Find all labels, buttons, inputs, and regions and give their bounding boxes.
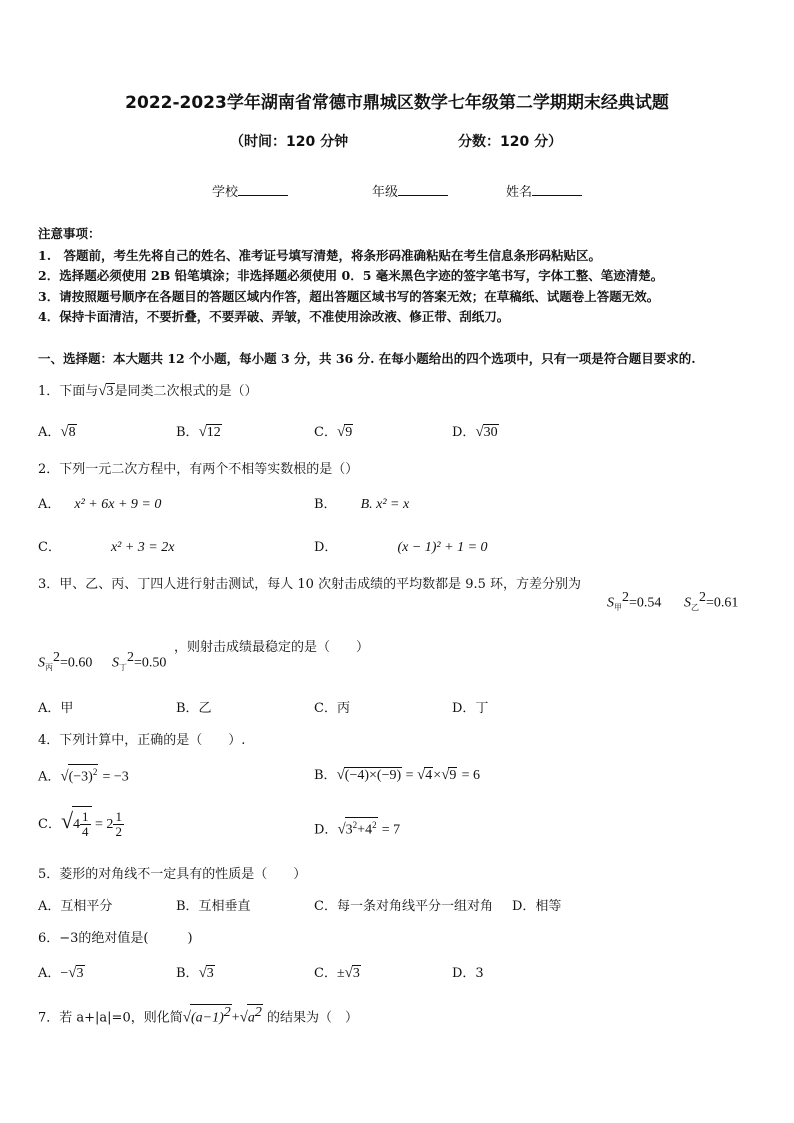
q2-a-expr: x² + 6x + 9 = 0 bbox=[74, 497, 162, 512]
notice-item-2: 2．选择题必须使用 2B 铅笔填涂；非选择题必须使用 0．5 毫米黑色字迹的签字笔书写，字体工整、笔迹清楚。 bbox=[38, 268, 664, 283]
q1-d-radicand: 30 bbox=[483, 425, 498, 440]
q6-option-d: D．3 bbox=[452, 966, 484, 981]
question-4: 4．下列计算中，正确的是（ ）. bbox=[38, 733, 246, 748]
q4-option-b: B．√(−4)×(−9) = √4×√9 = 6 bbox=[314, 767, 480, 783]
q1-option-c: C．√9 bbox=[314, 424, 353, 440]
q3-sub-yi: 乙 bbox=[691, 602, 699, 612]
q3-tail: ，则射击成绩最稳定的是（ ） bbox=[174, 640, 370, 655]
q3-sub-bing: 丙 bbox=[45, 662, 53, 672]
q3-variance-yi: $S_乙^2=0.61$ bbox=[684, 590, 739, 612]
grade-field bbox=[372, 181, 448, 200]
q3-sub-jia: 甲 bbox=[614, 602, 622, 612]
q6-option-b: B．√3 bbox=[176, 965, 214, 981]
exam-score: 分数：120 分） bbox=[458, 134, 563, 150]
q1-stem-radicand: 3 bbox=[106, 384, 114, 399]
q1-option-a: A．√8 bbox=[38, 424, 76, 440]
q1-a-radicand: 8 bbox=[68, 425, 76, 440]
notice-item-1: 1. 答题前，考生先将自己的姓名、准考证号填写清楚，将条形码准确粘贴在考生信息条形码粘贴区。 bbox=[38, 248, 602, 263]
q2-c-label: C． bbox=[38, 540, 61, 555]
q2-option-c bbox=[38, 536, 174, 556]
q2-c-expr: x² + 3 = 2x bbox=[110, 540, 175, 555]
q3-value-jia: =0.54 bbox=[629, 595, 662, 611]
school-field bbox=[212, 181, 288, 200]
q1-b-radicand: 12 bbox=[206, 425, 221, 440]
q3-sub-ding: 丁 bbox=[119, 662, 127, 672]
q6-option-c: C．±√3 bbox=[314, 965, 360, 981]
q1-c-radicand: 9 bbox=[345, 425, 353, 440]
notice-item-3: 3．请按照题号顺序在各题目的答题区域内作答，超出答题区域书写的答案无效；在草稿纸、试题卷上答题无效。 bbox=[38, 289, 660, 304]
school-blank bbox=[238, 183, 288, 196]
section-heading: 一、选择题：本大题共 12 个小题，每小题 3 分，共 36 分. 在每小题给出的四个选项中，只有一项是符合题目要求的. bbox=[38, 351, 696, 366]
q4-option-a: A．$√(-3)^2 = -3$ bbox=[38, 764, 129, 786]
q4-d-label: D． bbox=[314, 822, 338, 838]
q1-stem: 1．下面与 bbox=[38, 384, 99, 399]
q7-tail: 的结果为（ ） bbox=[267, 1010, 359, 1026]
q4-option-c: C．√4 $\frac{1}{4}$ = 2 $\frac{1}{2}$ bbox=[38, 806, 124, 843]
name-label: 姓名 bbox=[506, 185, 533, 200]
q1-stem-tail: 是同类二次根式的是（） bbox=[114, 384, 258, 399]
question-3: 3．甲、乙、丙、丁四人进行射击测试，每人 10 次射击成绩的平均数都是 9.5 环，方差分别为 bbox=[38, 577, 582, 592]
q2-d-label: D． bbox=[314, 540, 338, 555]
q3-variance-ding: $S_丁^2=0.50$ bbox=[112, 650, 167, 672]
q3-variance-jia: $S_甲^2=0.54$ bbox=[607, 590, 662, 612]
q5-option-d: D．相等 bbox=[512, 899, 562, 914]
notice-heading: 注意事项： bbox=[38, 226, 101, 241]
q2-b-expr: B. x² = x bbox=[360, 497, 410, 512]
question-5: 5．菱形的对角线不一定具有的性质是（ ） bbox=[38, 867, 307, 882]
q1-b-label: B． bbox=[176, 425, 199, 440]
q2-d-expr: (x − 1)² + 1 = 0 bbox=[397, 540, 488, 555]
q3-option-b: B．乙 bbox=[176, 701, 212, 716]
question-6: 6．−3的绝对值是( ) bbox=[38, 931, 193, 946]
q4-b-tail: = 6 bbox=[461, 768, 480, 783]
q4-option-d: D．$√3^2+4^2 = 7$ bbox=[314, 817, 400, 839]
q7-stem: 7．若 a+|a|=0，则化简 bbox=[38, 1010, 183, 1026]
grade-label: 年级 bbox=[372, 185, 399, 200]
q6-a-label: A． bbox=[38, 966, 61, 981]
q1-d-label: D． bbox=[452, 425, 476, 440]
q6-c-label: C． bbox=[314, 966, 337, 981]
q4-d-tail: = 7 bbox=[381, 822, 401, 838]
grade-blank bbox=[398, 183, 448, 196]
question-1: 1．下面与√3是同类二次根式的是（） bbox=[38, 383, 258, 399]
q4-b-label: B． bbox=[314, 768, 337, 783]
q5-option-b: B．互相垂直 bbox=[176, 899, 251, 914]
page-title: 2022-2023学年湖南省常德市鼎城区数学七年级第二学期期末经典试题 bbox=[125, 93, 669, 113]
q1-option-d: D．√30 bbox=[452, 424, 498, 440]
q4-a-label: A． bbox=[38, 769, 61, 785]
q2-option-b bbox=[314, 493, 409, 513]
q5-option-c: C．每一条对角线平分一组对角 bbox=[314, 899, 493, 914]
q1-a-label: A． bbox=[38, 425, 61, 440]
q1-option-b: B．√12 bbox=[176, 424, 221, 440]
q3-value-bing: =0.60 bbox=[60, 655, 93, 671]
q3-option-c: C．丙 bbox=[314, 701, 350, 716]
q6-option-a: A．−√3 bbox=[38, 965, 84, 981]
q2-b-label: B． bbox=[314, 497, 337, 512]
q5-option-a: A．互相平分 bbox=[38, 899, 113, 914]
q3-option-a: A．甲 bbox=[38, 701, 74, 716]
notice-item-4: 4．保持卡面清洁，不要折叠，不要弄破、弄皱，不准使用涂改液、修正带、刮纸刀。 bbox=[38, 309, 510, 324]
name-field bbox=[506, 181, 582, 200]
school-label: 学校 bbox=[212, 185, 239, 200]
q4-c-label: C． bbox=[38, 817, 61, 832]
question-7: 7．若 a+|a|=0，则化简$√(a-1)^2+√a^2$ 的结果为（ ） bbox=[38, 1005, 359, 1026]
q3-value-ding: =0.50 bbox=[134, 655, 167, 671]
question-2: 2．下列一元二次方程中，有两个不相等实数根的是（） bbox=[38, 462, 359, 477]
q2-option-a bbox=[38, 493, 161, 513]
q2-a-label: A． bbox=[38, 497, 61, 512]
q3-option-d: D．丁 bbox=[452, 701, 489, 716]
q4-a-tail: = −3 bbox=[102, 769, 129, 785]
q3-value-yi: =0.61 bbox=[706, 595, 739, 611]
name-blank bbox=[532, 183, 582, 196]
q6-b-label: B． bbox=[176, 966, 199, 981]
q2-option-d bbox=[314, 536, 488, 556]
q3-variance-bing: $S_丙^2=0.60$ bbox=[38, 650, 93, 672]
q1-c-label: C． bbox=[314, 425, 337, 440]
exam-time: （时间：120 分钟 bbox=[230, 134, 349, 150]
